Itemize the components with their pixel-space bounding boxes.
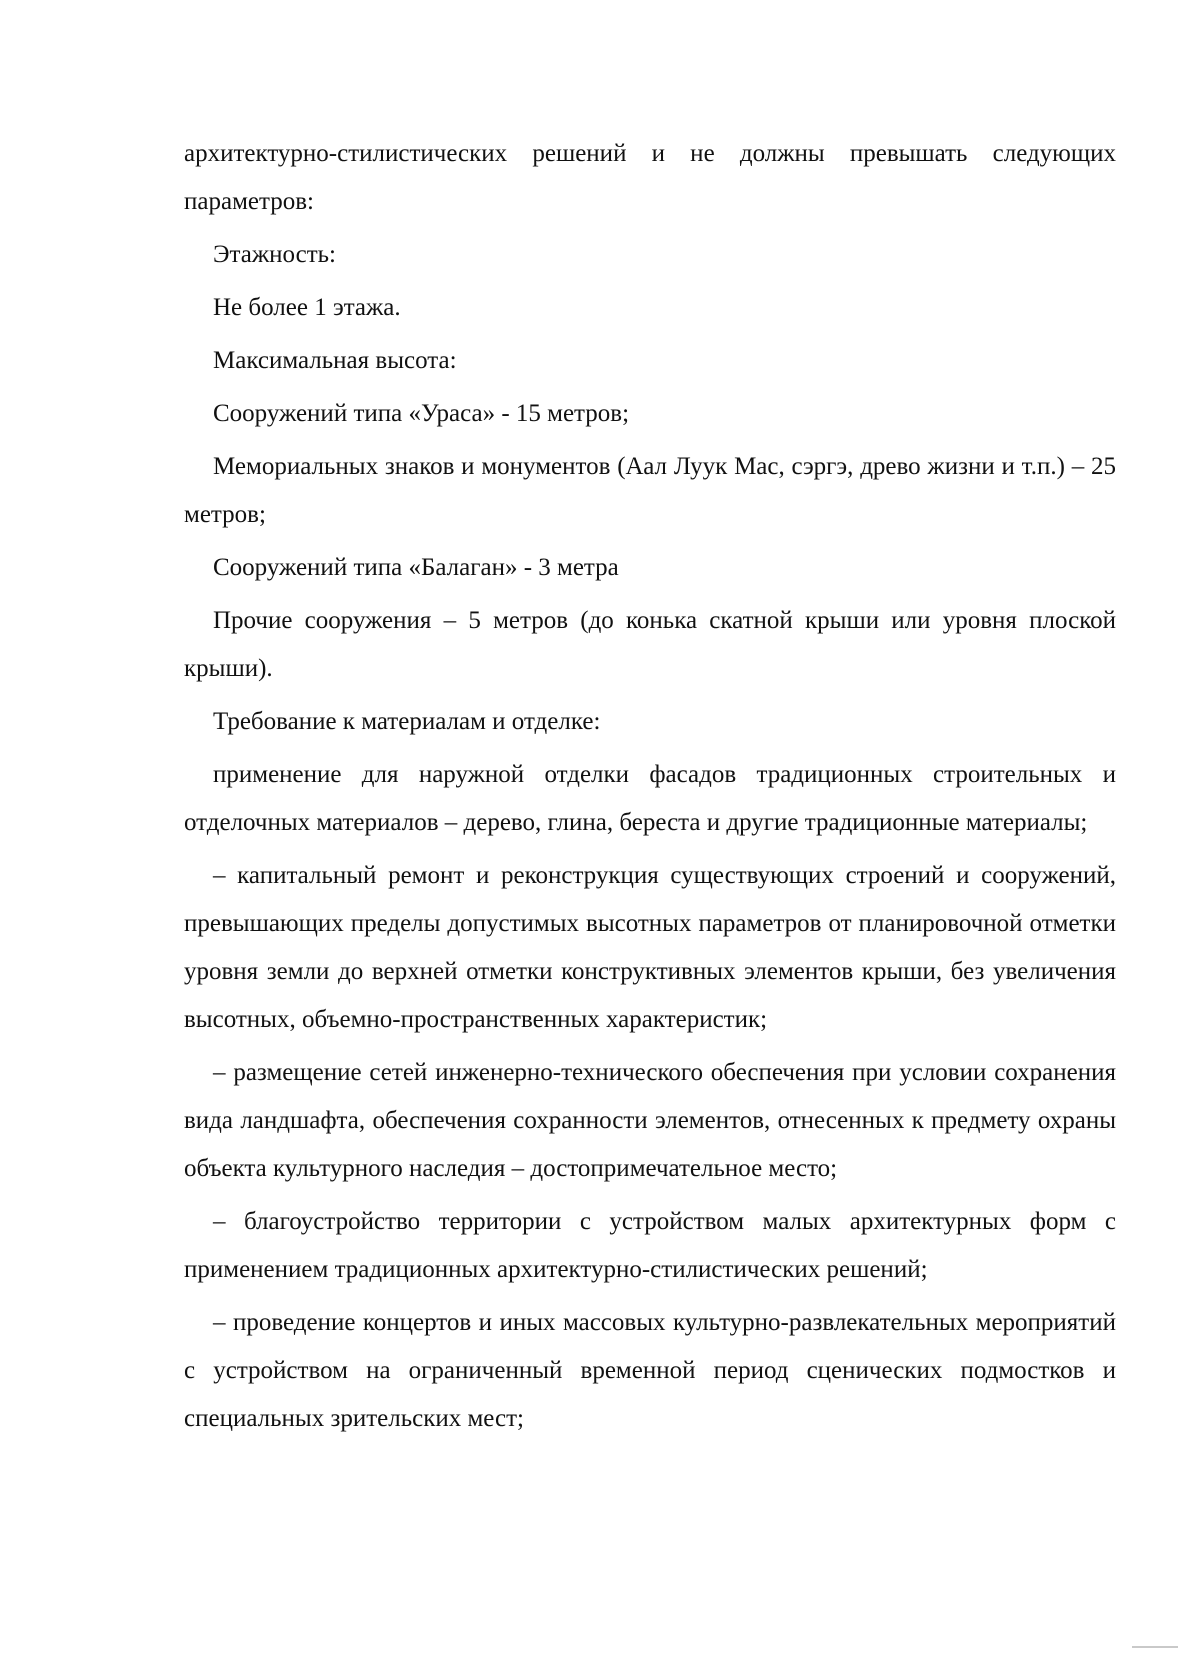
scan-mark [1132, 1646, 1178, 1648]
paragraph-floors-heading: Этажность: [213, 241, 336, 268]
paragraph-parameters-intro: архитектурно-стилистических решений и не должны превышать следующих параметров: [184, 140, 1116, 215]
paragraph-urasa-height: Сооружений типа «Ураса» - 15 метров; [213, 400, 630, 427]
paragraph-balagan-height: Сооружений типа «Балаган» - 3 метра [213, 554, 619, 581]
paragraph-concerts-events: – проведение концертов и иных массовых культурно-развлекательных мероприятий с устройством на ограниченный временной период сценических подмостков и специальных зрительских мест; [184, 1309, 1116, 1432]
paragraph-repair-reconstruction: – капитальный ремонт и реконструкция существующих строений и сооружений, превышающих пределы допустимых высотных параметров от планировочной отметки уровня земли до верхней отметки конструктивных элементов крыши, без увеличения высотных, объемно-пространственных характеристик; [184, 862, 1116, 1033]
paragraph-max-height-heading: Максимальная высота: [213, 347, 457, 374]
paragraph-engineering-networks: – размещение сетей инженерно-технического обеспечения при условии сохранения вида ландшафта, обеспечения сохранности элементов, отнесенных к предмету охраны объекта культурного наследия – достопримечательное место; [184, 1059, 1116, 1182]
paragraph-memorial-height: Мемориальных знаков и монументов (Аал Луук Мас, сэргэ, древо жизни и т.п.) – 25 метров; [184, 453, 1116, 528]
document-body [184, 130, 1116, 1443]
paragraph-floors-limit: Не более 1 этажа. [213, 294, 401, 321]
paragraph-facade-materials: применение для наружной отделки фасадов традиционных строительных и отделочных материалов – дерево, глина, береста и другие традиционные материалы; [184, 761, 1116, 836]
paragraph-landscaping: – благоустройство территории с устройством малых архитектурных форм с применением традиционных архитектурно-стилистических решений; [184, 1208, 1116, 1283]
paragraph-materials-heading: Требование к материалам и отделке: [213, 708, 601, 735]
paragraph-other-structures-height: Прочие сооружения – 5 метров (до конька скатной крыши или уровня плоской крыши). [184, 607, 1116, 682]
